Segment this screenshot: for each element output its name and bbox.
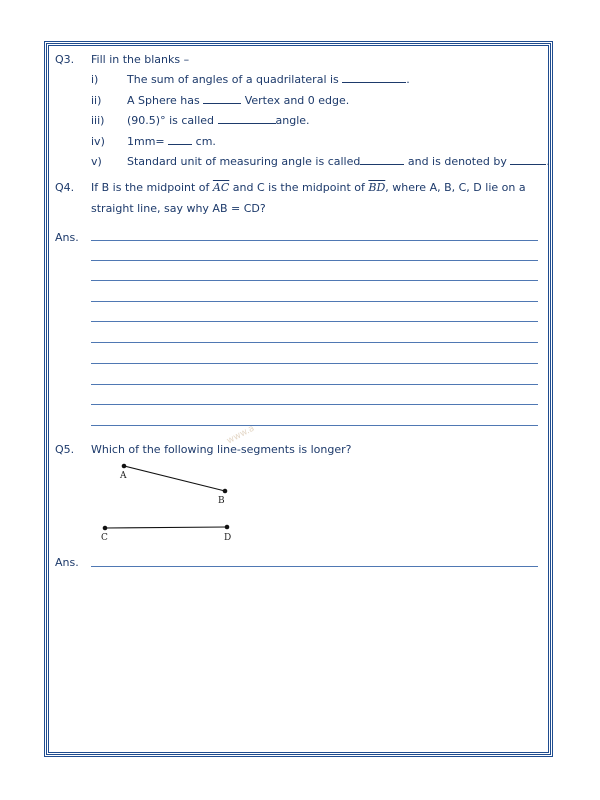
q4-text-c: , where A, B, C, D lie on a	[385, 181, 526, 194]
point-label-b: B	[218, 496, 225, 506]
item-roman-5: v)	[91, 155, 102, 168]
point-label-d: D	[224, 533, 232, 543]
answer-line[interactable]	[91, 566, 538, 567]
segment-bd: $\overline{BD}$	[368, 181, 386, 194]
fill-item-4-after: cm.	[195, 135, 216, 148]
fill-item-2-after: Vertex and 0 edge.	[244, 94, 350, 107]
answer-label-q5: Ans.	[55, 556, 79, 569]
q4-text-b: and C is the midpoint of	[232, 181, 365, 194]
fill-item-1-after: .	[406, 73, 410, 86]
question-number-q4: Q4.	[55, 181, 75, 194]
segment-ab	[124, 466, 225, 491]
point-label-a: A	[120, 471, 127, 481]
question-text-q4-line2: straight line, say why AB = CD?	[91, 202, 266, 215]
point-c	[103, 526, 108, 531]
item-roman-3: iii)	[91, 114, 105, 127]
fill-item-3-text: (90.5)° is called	[127, 114, 215, 127]
question-number-q5: Q5.	[55, 443, 75, 456]
question-number-q3: Q3.	[55, 53, 75, 66]
point-label-c: C	[101, 533, 108, 543]
item-roman-2: ii)	[91, 94, 102, 107]
question-prompt-q5: Which of the following line-segments is longer?	[91, 443, 352, 456]
point-a	[122, 464, 127, 469]
answer-label-q4: Ans.	[55, 231, 79, 244]
item-roman-4: iv)	[91, 135, 105, 148]
fill-item-3-after: angle.	[275, 114, 310, 127]
fill-item-1-text: The sum of angles of a quadrilateral is	[127, 73, 339, 86]
segment-ac: $\overline{AC}$	[212, 181, 230, 194]
fill-item-5-middle: and is denoted by	[407, 155, 507, 168]
point-d	[225, 525, 230, 530]
fill-item-2-text: A Sphere has	[127, 94, 200, 107]
segment-cd	[105, 527, 227, 528]
fill-item-4-text: 1mm=	[127, 135, 165, 148]
item-roman-1: i)	[91, 73, 99, 86]
point-b	[223, 489, 228, 494]
question-prompt-q3: Fill in the blanks –	[91, 53, 190, 66]
watermark: www.a	[225, 423, 257, 447]
q4-text-a: If B is the midpoint of	[91, 181, 210, 194]
fill-item-5-text: Standard unit of measuring angle is called	[127, 155, 361, 168]
fill-item-5-after: .	[546, 155, 550, 168]
